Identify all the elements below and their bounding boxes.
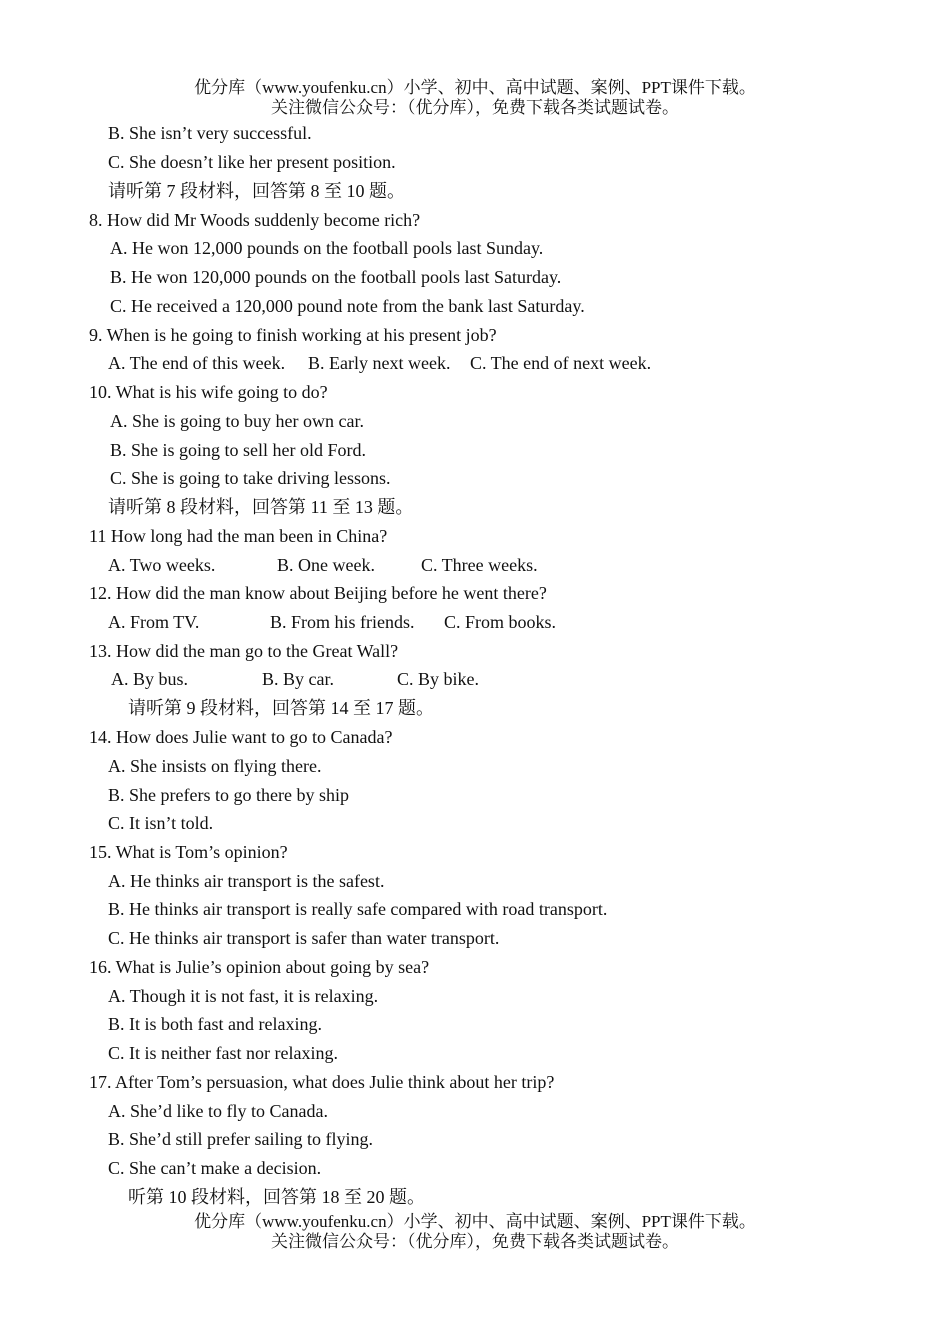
option-line: B. By car. (262, 669, 334, 689)
page-header (0, 78, 950, 118)
option-line: B. From his friends. (270, 612, 415, 632)
option-line: B. It is both fast and relaxing. (108, 1014, 322, 1034)
option-line: A. By bus. (111, 669, 189, 689)
option-line: C. From books. (444, 612, 557, 632)
option-line: C. It isn’t told. (108, 813, 214, 833)
option-line: A. The end of this week. (108, 353, 286, 373)
option-line: A. Two weeks. (108, 555, 216, 575)
question-16: 16. What is Julie’s opinion about going by sea? (89, 957, 430, 977)
question-12: 12. How did the man know about Beijing before he went there? (89, 583, 547, 603)
question-11: 11 How long had the man been in China? (89, 526, 388, 546)
section-instruction: 请听第 8 段材料，回答第 11 至 13 题。 (108, 497, 414, 517)
footer-line-1: 优分库（www.youfenku.cn）小学、初中、高中试题、案例、PPT课件下载。 (194, 1212, 756, 1231)
option-line: C. She is going to take driving lessons. (110, 468, 391, 488)
option-line: A. From TV. (108, 612, 200, 632)
option-line: A. She’d like to fly to Canada. (108, 1101, 328, 1121)
option-line: C. It is neither fast nor relaxing. (108, 1043, 338, 1063)
option-line: C. The end of next week. (470, 353, 652, 373)
option-line: B. One week. (277, 555, 375, 575)
question-17: 17. After Tom’s persuasion, what does Julie think about her trip? (89, 1072, 555, 1092)
option-line: C. He received a 120,000 pound note from the bank last Saturday. (110, 296, 585, 316)
option-line: A. Though it is not fast, it is relaxing. (108, 986, 379, 1006)
question-10: 10. What is his wife going to do? (89, 382, 328, 402)
question-13: 13. How did the man go to the Great Wall? (89, 641, 399, 661)
option-line: C. By bike. (397, 669, 480, 689)
section-instruction: 请听第 7 段材料，回答第 8 至 10 题。 (108, 181, 405, 201)
header-line-2: 关注微信公众号：（优分库），免费下载各类试题试卷。 (271, 98, 679, 117)
option-line: B. She’d still prefer sailing to flying. (108, 1129, 373, 1149)
question-8: 8. How did Mr Woods suddenly become rich? (89, 210, 421, 230)
option-line: B. She is going to sell her old Ford. (110, 440, 366, 460)
section-instruction: 听第 10 段材料，回答第 18 至 20 题。 (128, 1187, 425, 1207)
page-footer (0, 1212, 950, 1252)
question-9: 9. When is he going to finish working at his present job? (89, 325, 497, 345)
option-line: A. He won 12,000 pounds on the football pools last Sunday. (110, 238, 544, 258)
option-line: B. He won 120,000 pounds on the football pools last Saturday. (110, 267, 562, 287)
option-line: A. She insists on flying there. (108, 756, 322, 776)
option-line: A. He thinks air transport is the safest. (108, 871, 385, 891)
section-instruction: 请听第 9 段材料，回答第 14 至 17 题。 (128, 698, 434, 718)
option-line: B. She isn’t very successful. (108, 123, 312, 143)
question-15: 15. What is Tom’s opinion? (89, 842, 288, 862)
option-line: C. Three weeks. (421, 555, 538, 575)
option-line: A. She is going to buy her own car. (110, 411, 364, 431)
footer-line-2: 关注微信公众号：（优分库），免费下载各类试题试卷。 (271, 1232, 679, 1251)
question-14: 14. How does Julie want to go to Canada? (89, 727, 393, 747)
option-line: B. He thinks air transport is really safe compared with road transport. (108, 899, 608, 919)
option-line: C. She doesn’t like her present position. (108, 152, 396, 172)
option-line: B. She prefers to go there by ship (108, 785, 349, 805)
header-line-1: 优分库（www.youfenku.cn）小学、初中、高中试题、案例、PPT课件下载。 (194, 78, 756, 97)
option-line: C. He thinks air transport is safer than water transport. (108, 928, 500, 948)
option-line: C. She can’t make a decision. (108, 1158, 322, 1178)
option-line: B. Early next week. (308, 353, 451, 373)
